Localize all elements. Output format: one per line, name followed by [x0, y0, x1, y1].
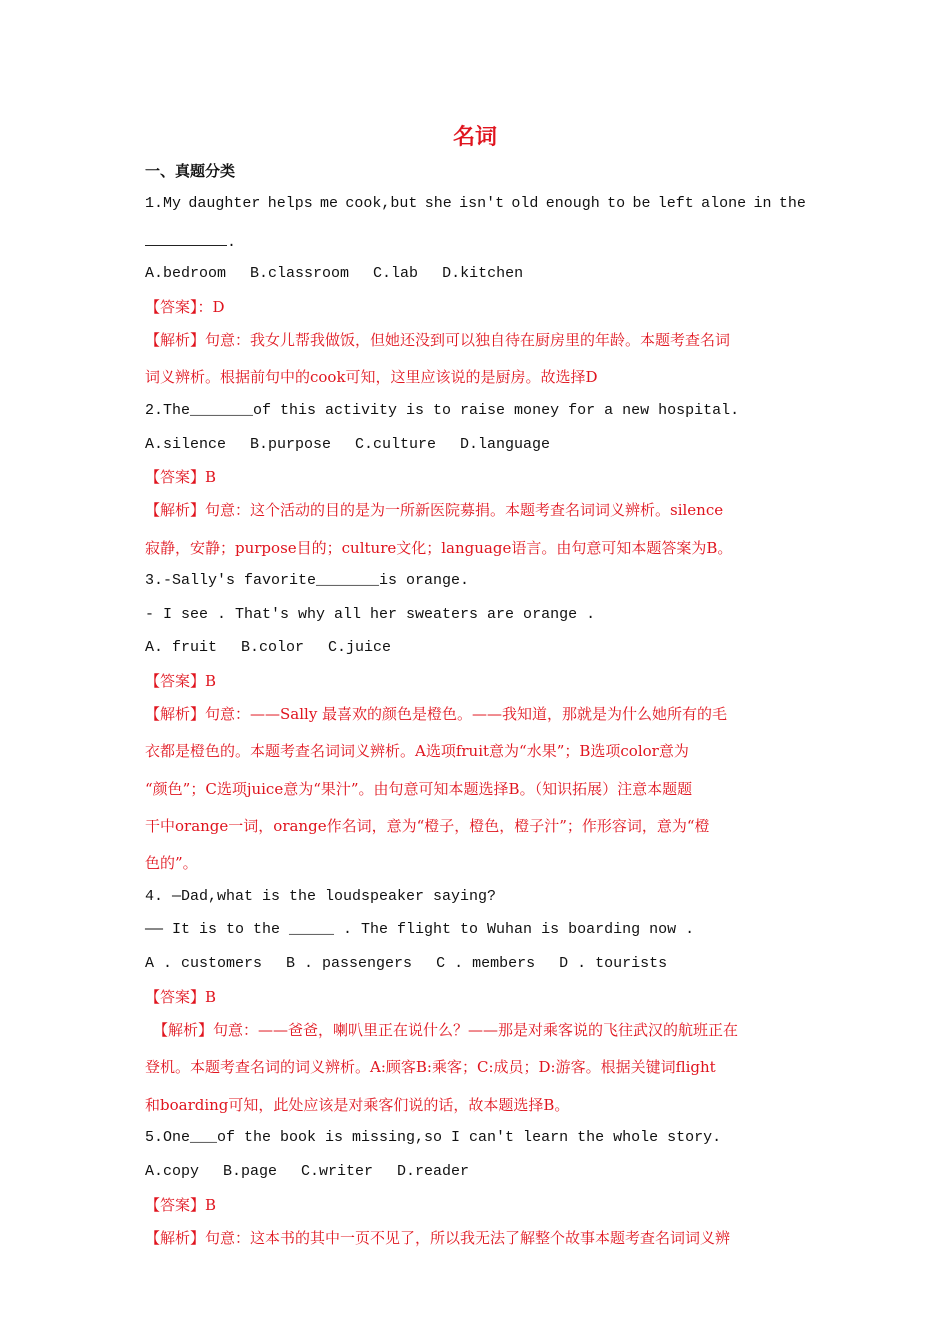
word: left	[657, 195, 694, 212]
option: B.purpose	[250, 436, 332, 453]
option: D . tourists	[559, 955, 668, 972]
option: D.reader	[397, 1163, 470, 1180]
option: A . customers	[145, 955, 263, 972]
word: helps	[267, 195, 313, 212]
answer-blank	[145, 231, 227, 246]
word: 1.My	[145, 195, 182, 212]
word: old	[511, 195, 539, 212]
word: be	[632, 195, 651, 212]
q4-analysis-line: 和boarding可知，此处应该是对乘客们说的话，故本题选择B。	[145, 1096, 570, 1114]
q3-analysis-line: 干中orange一词，orange作名词，意为“橙子，橙色，橙子汁”；作形容词，意为“橙	[145, 817, 710, 835]
q3-analysis-line: 【解析】句意：——Sally 最喜欢的颜色是橙色。——我知道，那就是为什么她所有的毛	[145, 705, 728, 723]
q2-stem: 2.The_______of this activity is to raise money for a new hospital.	[145, 402, 740, 419]
option: D.language	[460, 436, 551, 453]
option: C.writer	[301, 1163, 374, 1180]
q3-analysis-line: 色的”。	[145, 854, 198, 872]
option: A. fruit	[145, 639, 218, 656]
q1-stem-line1	[145, 194, 806, 214]
q4-stem-line: 4. —Dad,what is the loudspeaker saying?	[145, 888, 497, 905]
word: isn't	[459, 195, 505, 212]
option: C.culture	[355, 436, 437, 453]
q5-analysis-line: 【解析】句意：这本书的其中一页不见了，所以我无法了解整个故事本题考查名词词义辨	[145, 1229, 731, 1247]
q3-analysis-line: 衣都是橙色的。本题考查名词词义辨析。A选项fruit意为“水果”；B选项color意为	[145, 742, 689, 760]
option: A.copy	[145, 1163, 200, 1180]
q4-stem-line: —— It is to the _____ . The flight to Wuhan is boarding now .	[145, 921, 695, 938]
q4-answer: 【答案】B	[145, 988, 217, 1006]
word: in	[753, 195, 772, 212]
q3-answer: 【答案】B	[145, 672, 217, 690]
q1-answer: 【答案】：D	[145, 298, 225, 316]
option: D.kitchen	[442, 265, 524, 282]
option: B.color	[241, 639, 305, 656]
q4-options	[145, 954, 691, 974]
word: enough	[545, 195, 600, 212]
q3-options	[145, 638, 415, 658]
section-heading: 一、真题分类	[145, 162, 236, 180]
option: C . members	[436, 955, 536, 972]
q5-stem: 5.One___of the book is missing,so I can't learn the whole story.	[145, 1129, 722, 1146]
q1-analysis-line: 【解析】句意：我女儿帮我做饭，但她还没到可以独自待在厨房里的年龄。本题考查名词	[145, 331, 731, 349]
q5-answer: 【答案】B	[145, 1196, 217, 1214]
word: the	[778, 195, 806, 212]
q4-analysis-line: 登机。本题考查名词的词义辨析。A:顾客B:乘客；C:成员；D:游客。根据关键词flight	[145, 1058, 716, 1076]
word: daughter	[188, 195, 261, 212]
q3-stem-line: - I see . That's why all her sweaters are orange .	[145, 606, 596, 623]
option: C.juice	[328, 639, 392, 656]
option: B.classroom	[250, 265, 350, 282]
q5-options	[145, 1162, 493, 1182]
option: B.page	[223, 1163, 278, 1180]
word: cook,but	[345, 195, 418, 212]
q3-stem-line: 3.-Sally's favorite_______is orange.	[145, 572, 470, 589]
q4-analysis-line: 【解析】句意：——爸爸，喇叭里正在说什么？——那是对乘客说的飞往武汉的航班正在	[153, 1021, 739, 1039]
q3-analysis-line: “颜色”；C选项juice意为“果汁”。由句意可知本题选择B。（知识拓展）注意本题题	[145, 780, 693, 798]
q2-answer: 【答案】B	[145, 468, 217, 486]
word: she	[424, 195, 452, 212]
option: A.silence	[145, 436, 227, 453]
document-title: 名词	[452, 125, 497, 150]
word: alone	[701, 195, 747, 212]
option: C.lab	[373, 265, 419, 282]
q2-options	[145, 435, 574, 455]
q1-stem-line2	[145, 231, 236, 253]
q2-analysis-line: 【解析】句意：这个活动的目的是为一所新医院募捐。本题考查名词词义辨析。silence	[145, 501, 724, 519]
q1-analysis-line: 词义辨析。根据前句中的cook可知，这里应该说的是厨房。故选择D	[145, 368, 598, 386]
option: B . passengers	[286, 955, 413, 972]
period: .	[227, 234, 237, 251]
word: to	[607, 195, 626, 212]
q1-options	[145, 264, 547, 284]
option: A.bedroom	[145, 265, 227, 282]
q2-analysis-line: 寂静，安静；purpose目的；culture文化；language语言。由句意可知本题答案为B。	[145, 539, 733, 557]
word: me	[320, 195, 339, 212]
